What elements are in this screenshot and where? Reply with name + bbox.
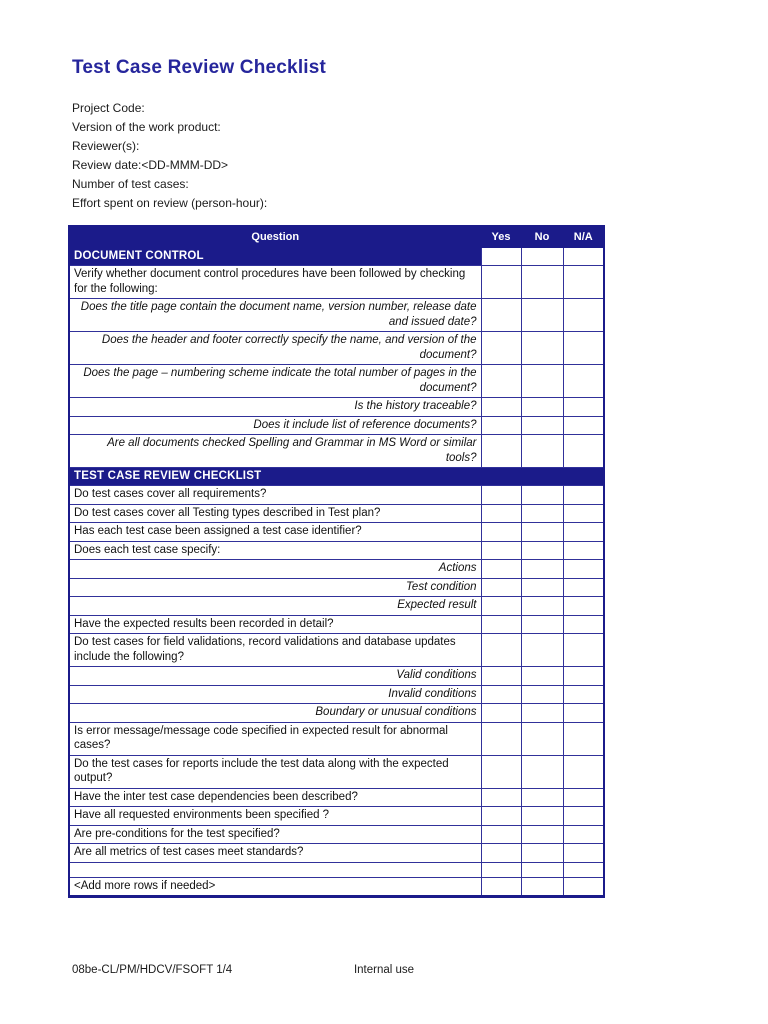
table-row xyxy=(69,788,604,807)
answer-cell-yes xyxy=(481,844,521,863)
table-body xyxy=(69,248,604,897)
question-cell: Do the test cases for reports include the test data along with the expected output? xyxy=(69,755,481,788)
table-row xyxy=(69,615,604,634)
column-header-na: N/A xyxy=(563,226,604,248)
answer-cell-na xyxy=(563,755,604,788)
answer-cell-na xyxy=(563,435,604,468)
meta-line: Reviewer(s): xyxy=(72,139,140,153)
answer-cell-no xyxy=(521,299,563,332)
answer-cell-no xyxy=(521,541,563,560)
answer-cell-na xyxy=(563,788,604,807)
answer-cell-yes xyxy=(481,722,521,755)
answer-cell-na xyxy=(563,266,604,299)
answer-cell-yes xyxy=(481,597,521,616)
answer-cell-na xyxy=(563,615,604,634)
table-row xyxy=(69,523,604,542)
question-cell: Invalid conditions xyxy=(69,685,481,704)
checklist-table-grid xyxy=(68,225,605,898)
question-cell: Boundary or unusual conditions xyxy=(69,704,481,723)
answer-cell-yes xyxy=(481,523,521,542)
question-cell: Valid conditions xyxy=(69,667,481,686)
document-meta xyxy=(72,99,267,213)
answer-cell-yes xyxy=(481,416,521,435)
answer-cell-yes xyxy=(481,266,521,299)
answer-cell-na xyxy=(563,877,604,897)
answer-cell-na xyxy=(563,667,604,686)
question-cell: Have the expected results been recorded in detail? xyxy=(69,615,481,634)
answer-cell-yes xyxy=(481,504,521,523)
answer-cell-no xyxy=(521,685,563,704)
answer-cell-na xyxy=(563,541,604,560)
answer-cell-yes xyxy=(481,248,521,266)
table-row xyxy=(69,332,604,365)
question-cell: Expected result xyxy=(69,597,481,616)
answer-cell-yes xyxy=(481,365,521,398)
table-row xyxy=(69,266,604,299)
question-cell: Are all metrics of test cases meet standards? xyxy=(69,844,481,863)
answer-cell-yes xyxy=(481,704,521,723)
answer-cell-na xyxy=(563,807,604,826)
question-cell: Actions xyxy=(69,560,481,579)
question-cell: Have the inter test case dependencies been described? xyxy=(69,788,481,807)
answer-cell-no xyxy=(521,435,563,468)
section-title: TEST CASE REVIEW CHECKLIST xyxy=(69,468,604,486)
column-header-no: No xyxy=(521,226,563,248)
meta-line: Review date:<DD-MMM-DD> xyxy=(72,158,229,172)
answer-cell-yes xyxy=(481,877,521,897)
answer-cell-no xyxy=(521,807,563,826)
answer-cell-no xyxy=(521,755,563,788)
answer-cell-no xyxy=(521,844,563,863)
answer-cell-na xyxy=(563,299,604,332)
question-cell: Do test cases cover all Testing types described in Test plan? xyxy=(69,504,481,523)
answer-cell-yes xyxy=(481,755,521,788)
answer-cell-no xyxy=(521,722,563,755)
answer-cell-na xyxy=(563,578,604,597)
answer-cell-no xyxy=(521,332,563,365)
table-row xyxy=(69,844,604,863)
answer-cell-na xyxy=(563,416,604,435)
answer-cell-na xyxy=(563,398,604,417)
question-cell: Do test cases cover all requirements? xyxy=(69,486,481,505)
answer-cell-yes xyxy=(481,332,521,365)
answer-cell-no xyxy=(521,862,563,877)
answer-cell-na xyxy=(563,597,604,616)
answer-cell-na xyxy=(563,704,604,723)
meta-line: Effort spent on review (person-hour): xyxy=(72,196,268,210)
table-row xyxy=(69,877,604,897)
question-cell: Have all requested environments been specified ? xyxy=(69,807,481,826)
question-cell: Does the header and footer correctly specify the name, and version of the document? xyxy=(69,332,481,365)
table-row xyxy=(69,416,604,435)
table-row xyxy=(69,807,604,826)
question-cell: Verify whether document control procedures have been followed by checking for the following: xyxy=(69,266,481,299)
table-row xyxy=(69,685,604,704)
question-cell: <Add more rows if needed> xyxy=(69,877,481,897)
answer-cell-yes xyxy=(481,807,521,826)
answer-cell-no xyxy=(521,365,563,398)
answer-cell-no xyxy=(521,504,563,523)
answer-cell-yes xyxy=(481,486,521,505)
table-header-row xyxy=(69,226,604,248)
meta-line: Version of the work product: xyxy=(72,120,221,134)
table-row xyxy=(69,578,604,597)
answer-cell-yes xyxy=(481,685,521,704)
question-cell: Is the history traceable? xyxy=(69,398,481,417)
table-row xyxy=(69,597,604,616)
meta-line: Project Code: xyxy=(72,101,145,115)
answer-cell-no xyxy=(521,634,563,667)
answer-cell-na xyxy=(563,365,604,398)
answer-cell-na xyxy=(563,486,604,505)
answer-cell-na xyxy=(563,862,604,877)
footer-classification: Internal use xyxy=(353,964,415,976)
table-row xyxy=(69,435,604,468)
answer-cell-na xyxy=(563,504,604,523)
answer-cell-no xyxy=(521,523,563,542)
table-row xyxy=(69,862,604,877)
question-cell: Does the page – numbering scheme indicate the total number of pages in the document? xyxy=(69,365,481,398)
answer-cell-no xyxy=(521,704,563,723)
section-header-row xyxy=(69,468,604,486)
question-cell: Do test cases for field validations, record validations and database updates include the following? xyxy=(69,634,481,667)
table-row xyxy=(69,365,604,398)
answer-cell-na xyxy=(563,248,604,266)
question-cell: Are pre-conditions for the test specified? xyxy=(69,825,481,844)
answer-cell-yes xyxy=(481,541,521,560)
answer-cell-no xyxy=(521,398,563,417)
question-cell: Is error message/message code specified in expected result for abnormal cases? xyxy=(69,722,481,755)
table-row xyxy=(69,704,604,723)
answer-cell-no xyxy=(521,248,563,266)
answer-cell-no xyxy=(521,788,563,807)
answer-cell-no xyxy=(521,615,563,634)
section-header-row xyxy=(69,248,604,266)
meta-line: Number of test cases: xyxy=(72,177,189,191)
table-row xyxy=(69,504,604,523)
answer-cell-yes xyxy=(481,634,521,667)
column-header-question: Question xyxy=(69,226,481,248)
answer-cell-yes xyxy=(481,862,521,877)
table-row xyxy=(69,634,604,667)
answer-cell-yes xyxy=(481,299,521,332)
question-cell: Does the title page contain the document name, version number, release date and issued date? xyxy=(69,299,481,332)
table-row xyxy=(69,299,604,332)
answer-cell-na xyxy=(563,722,604,755)
answer-cell-na xyxy=(563,634,604,667)
table-row xyxy=(69,722,604,755)
table-row xyxy=(69,667,604,686)
answer-cell-no xyxy=(521,578,563,597)
answer-cell-yes xyxy=(481,667,521,686)
question-cell: Are all documents checked Spelling and Grammar in MS Word or similar tools? xyxy=(69,435,481,468)
checklist-table xyxy=(68,225,603,898)
answer-cell-na xyxy=(563,523,604,542)
table-row xyxy=(69,486,604,505)
answer-cell-yes xyxy=(481,578,521,597)
answer-cell-no xyxy=(521,825,563,844)
answer-cell-na xyxy=(563,560,604,579)
table-row xyxy=(69,755,604,788)
question-cell: Has each test case been assigned a test case identifier? xyxy=(69,523,481,542)
answer-cell-na xyxy=(563,332,604,365)
table-row xyxy=(69,825,604,844)
answer-cell-yes xyxy=(481,398,521,417)
answer-cell-no xyxy=(521,667,563,686)
answer-cell-no xyxy=(521,597,563,616)
question-cell xyxy=(69,862,481,877)
section-title: DOCUMENT CONTROL xyxy=(69,248,481,266)
answer-cell-na xyxy=(563,685,604,704)
answer-cell-no xyxy=(521,877,563,897)
answer-cell-yes xyxy=(481,788,521,807)
column-header-yes: Yes xyxy=(481,226,521,248)
table-row xyxy=(69,560,604,579)
answer-cell-yes xyxy=(481,825,521,844)
answer-cell-na xyxy=(563,844,604,863)
answer-cell-no xyxy=(521,416,563,435)
table-row xyxy=(69,541,604,560)
footer-doc-code: 08be-CL/PM/HDCV/FSOFT 1/4 xyxy=(72,964,233,976)
page-title: Test Case Review Checklist xyxy=(72,57,327,78)
answer-cell-no xyxy=(521,266,563,299)
question-cell: Does each test case specify: xyxy=(69,541,481,560)
answer-cell-yes xyxy=(481,560,521,579)
answer-cell-yes xyxy=(481,615,521,634)
answer-cell-yes xyxy=(481,435,521,468)
table-row xyxy=(69,398,604,417)
question-cell: Does it include list of reference documents? xyxy=(69,416,481,435)
answer-cell-no xyxy=(521,486,563,505)
answer-cell-no xyxy=(521,560,563,579)
answer-cell-na xyxy=(563,825,604,844)
question-cell: Test condition xyxy=(69,578,481,597)
